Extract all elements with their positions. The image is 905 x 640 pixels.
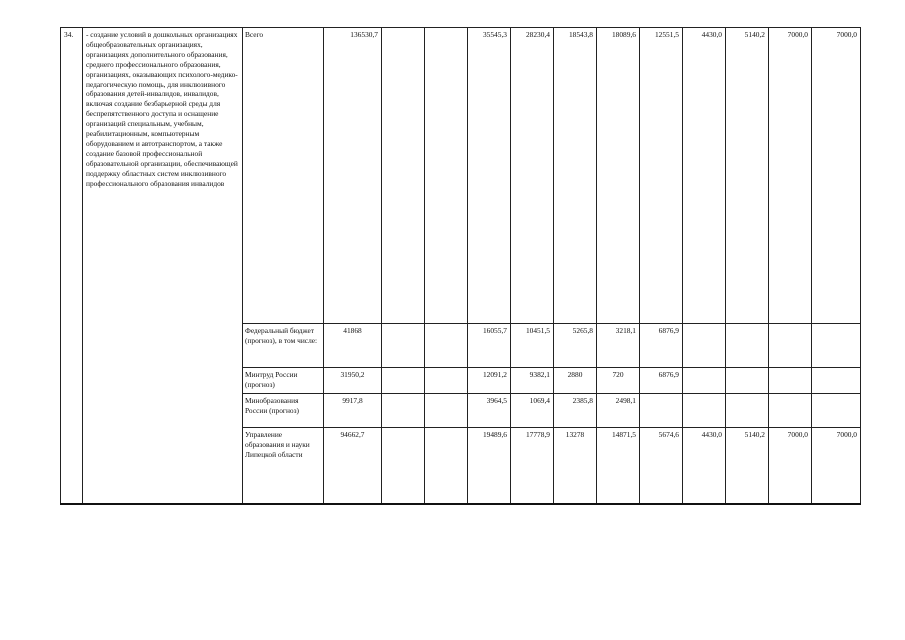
value-cell: 4430,0 — [683, 428, 726, 504]
total-cell: 31950,2 — [324, 368, 382, 394]
source-label: Федеральный бюджет (прогноз), в том числе: — [243, 324, 324, 368]
empty-cell — [425, 28, 468, 324]
value-cell: 720 — [597, 368, 640, 394]
source-label: Всего — [243, 28, 324, 324]
source-label: Минобразования России (прогноз) — [243, 394, 324, 428]
value-cell: 7000,0 — [812, 428, 861, 504]
value-cell: 6876,9 — [640, 368, 683, 394]
empty-cell — [382, 28, 425, 324]
value-cell: 16055,7 — [468, 324, 511, 368]
value-cell — [683, 394, 726, 428]
value-cell: 6876,9 — [640, 324, 683, 368]
value-cell: 14871,5 — [597, 428, 640, 504]
empty-cell — [425, 428, 468, 504]
empty-cell — [382, 324, 425, 368]
value-cell — [683, 324, 726, 368]
value-cell — [769, 368, 812, 394]
value-cell — [726, 394, 769, 428]
total-cell: 41868 — [324, 324, 382, 368]
value-cell: 13278 — [554, 428, 597, 504]
table-row — [61, 28, 861, 324]
measure-description: - создание условий в дошкольных организациях общеобразовательных организациях, организациях дополнительного образования, среднего профессионального образования, организациях, оказывающих психолого-медико-педагогическую помощь, для инклюзивного образования детей-инвалидов, инвалидов, включая создание безбарьерной среды для беспрепятственного доступа и оснащение организаций специальным, учебным, реабилитационным, компьютерным оборудованием и автотранспортом, а также создание базовой профессиональной образовательной организации, обеспечивающей поддержку областных систем инклюзивного профессионального образования инвалидов — [83, 28, 243, 504]
value-cell — [683, 368, 726, 394]
empty-cell — [382, 428, 425, 504]
value-cell: 17778,9 — [511, 428, 554, 504]
value-cell: 5140,2 — [726, 28, 769, 324]
value-cell: 5674,6 — [640, 428, 683, 504]
value-cell — [812, 324, 861, 368]
value-cell: 2498,1 — [597, 394, 640, 428]
value-cell: 35545,3 — [468, 28, 511, 324]
empty-cell — [425, 394, 468, 428]
value-cell — [726, 368, 769, 394]
value-cell: 12551,5 — [640, 28, 683, 324]
value-cell: 28230,4 — [511, 28, 554, 324]
value-cell: 19489,6 — [468, 428, 511, 504]
value-cell: 2385,8 — [554, 394, 597, 428]
value-cell — [812, 394, 861, 428]
value-cell: 2880 — [554, 368, 597, 394]
empty-cell — [382, 368, 425, 394]
value-cell: 3218,1 — [597, 324, 640, 368]
budget-table — [60, 27, 861, 505]
source-label: Управление образования и науки Липецкой области — [243, 428, 324, 504]
value-cell — [769, 394, 812, 428]
total-cell: 136530,7 — [324, 28, 382, 324]
value-cell: 18089,6 — [597, 28, 640, 324]
source-label: Минтруд России (прогноз) — [243, 368, 324, 394]
document-page — [60, 27, 860, 505]
value-cell: 18543,8 — [554, 28, 597, 324]
empty-cell — [425, 324, 468, 368]
value-cell: 4430,0 — [683, 28, 726, 324]
value-cell: 1069,4 — [511, 394, 554, 428]
value-cell: 12091,2 — [468, 368, 511, 394]
value-cell — [726, 324, 769, 368]
empty-cell — [425, 368, 468, 394]
value-cell: 9382,1 — [511, 368, 554, 394]
value-cell: 7000,0 — [769, 428, 812, 504]
row-number: 34. — [61, 28, 83, 504]
value-cell: 3964,5 — [468, 394, 511, 428]
value-cell — [812, 368, 861, 394]
value-cell — [769, 324, 812, 368]
value-cell: 7000,0 — [812, 28, 861, 324]
value-cell: 5140,2 — [726, 428, 769, 504]
total-cell: 9917,8 — [324, 394, 382, 428]
value-cell: 10451,5 — [511, 324, 554, 368]
value-cell: 5265,8 — [554, 324, 597, 368]
total-cell: 94662,7 — [324, 428, 382, 504]
empty-cell — [382, 394, 425, 428]
value-cell: 7000,0 — [769, 28, 812, 324]
value-cell — [640, 394, 683, 428]
